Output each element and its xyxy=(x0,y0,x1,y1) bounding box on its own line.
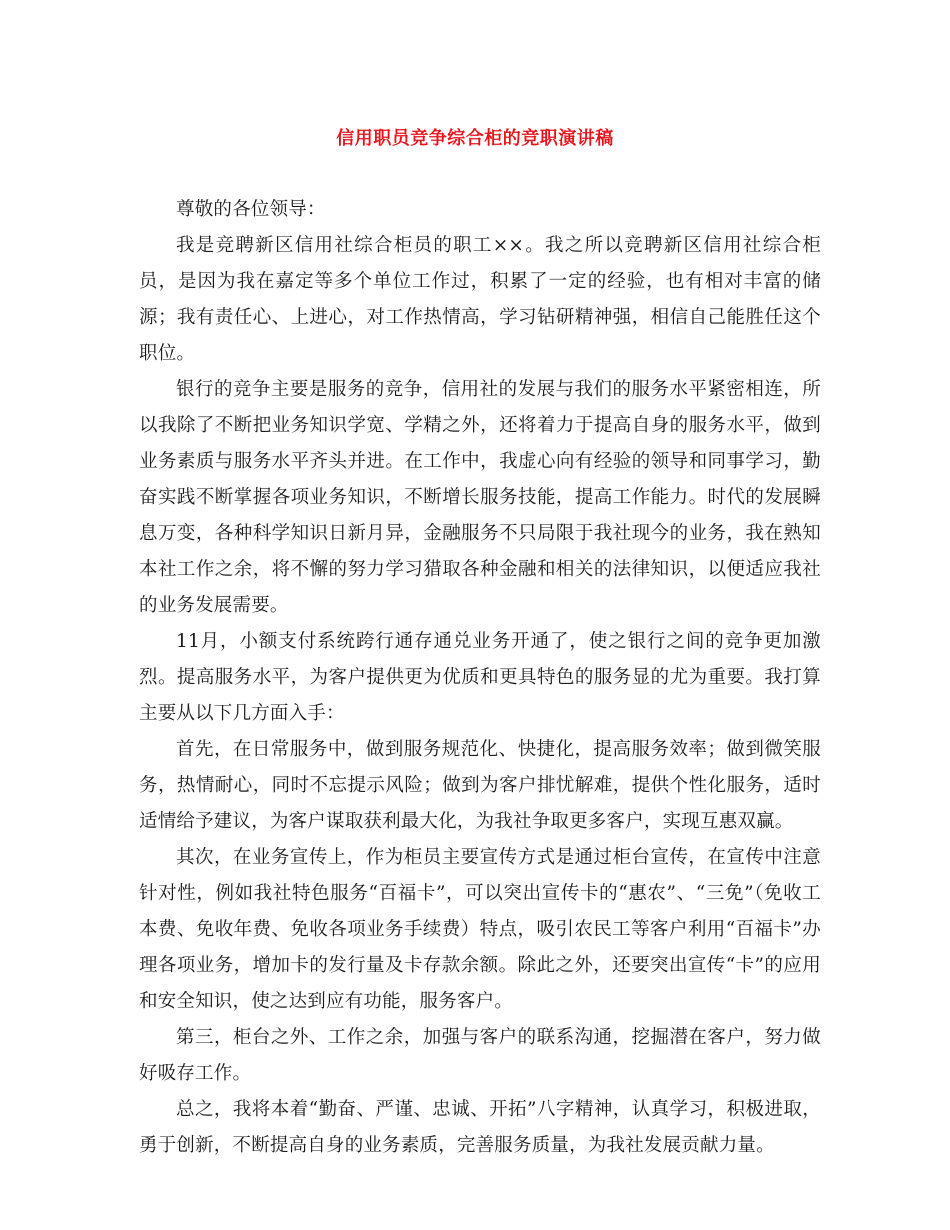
paragraph-second: 其次，在业务宣传上，作为柜员主要宣传方式是通过柜台宣传，在宣传中注意针对性，例如我社特色服务“百福卡”，可以突出宣传卡的“惠农”、“三免”（免收工本费、免收年费、免收各项业务手续费）特点，吸引农民工等客户利用“百福卡”办理各项业务，增加卡的发行量及卡存款余额。除此之外，还要突出宣传“卡”的应用和安全知识，使之达到应有功能，服务客户。 xyxy=(139,847,821,1012)
paragraph-third: 第三，柜台之外、工作之余，加强与客户的联系沟通，挖掘潜在客户，努力做好吸存工作。 xyxy=(139,1027,821,1084)
paragraph-conclusion: 总之，我将本着“勤奋、严谨、忠诚、开拓”八字精神，认真学习，积极进取，勇于创新，不断提高自身的业务素质，完善服务质量，为我社发展贡献力量。 xyxy=(139,1099,821,1156)
paragraph-service-competition: 银行的竞争主要是服务的竞争，信用社的发展与我们的服务水平紧密相连，所以我除了不断把业务知识学宽、学精之外，还将着力于提高自身的服务水平，做到业务素质与服务水平齐头并进。在工作中，我虚心向有经验的领导和同事学习，勤奋实践不断掌握各项业务知识，不断增长服务技能，提高工作能力。时代的发展瞬息万变，各种科学知识日新月异，金融服务不只局限于我社现今的业务，我在熟知本社工作之余，将不懈的努力学习猎取各种金融和相关的法律知识，以便适应我社的业务发展需要。 xyxy=(139,379,821,616)
paragraph-introduction: 我是竞聘新区信用社综合柜员的职工××。我之所以竞聘新区信用社综合柜员，是因为我在嘉定等多个单位工作过，积累了一定的经验，也有相对丰富的储源；我有责任心、上进心，对工作热情高，学习钻研精神强，相信自己能胜任这个职位。 xyxy=(139,235,821,364)
paragraph-first: 首先，在日常服务中，做到服务规范化、快捷化，提高服务效率；做到微笑服务，热情耐心，同时不忘提示风险；做到为客户排忧解难，提供个性化服务，适时适情给予建议，为客户谋取获利最大化，为我社争取更多客户，实现互惠双赢。 xyxy=(139,739,821,832)
paragraph-plan: 11月，小额支付系统跨行通存通兑业务开通了，使之银行之间的竞争更加激烈。提高服务水平，为客户提供更为优质和更具特色的服务显的尤为重要。我打算主要从以下几方面入手： xyxy=(139,631,821,724)
document-body xyxy=(139,192,821,1164)
salutation: 尊敬的各位领导： xyxy=(176,199,326,220)
document-title: 信用职员竞争综合柜的竞职演讲稿 xyxy=(336,128,614,149)
